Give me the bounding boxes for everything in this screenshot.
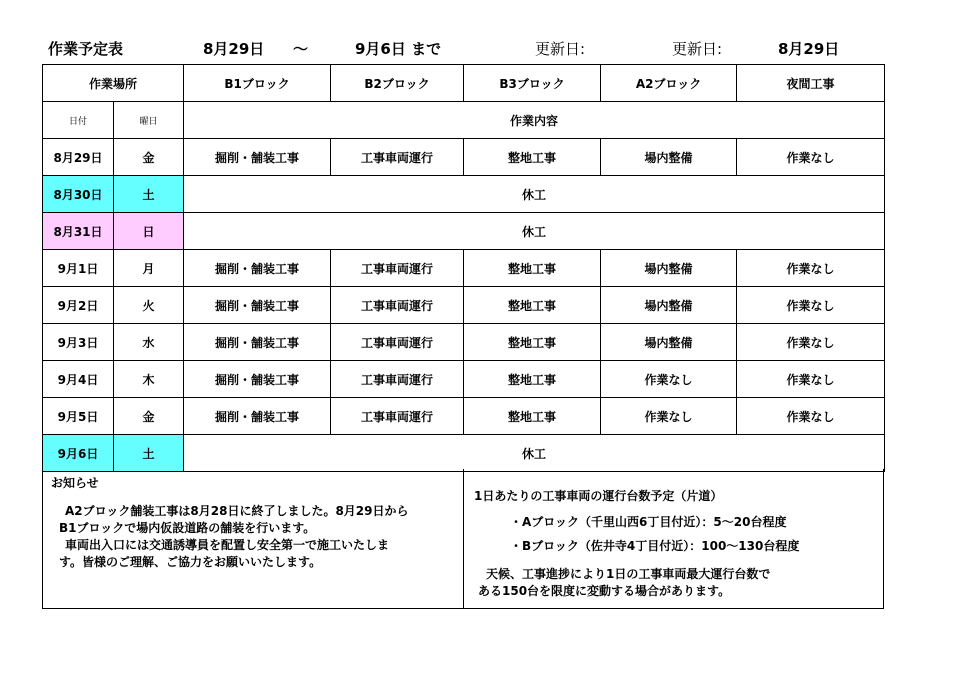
row-b2: 工事車両運行 (331, 398, 464, 435)
table-row (43, 324, 885, 361)
table-row (43, 287, 885, 324)
row-date: 9月5日 (43, 398, 114, 435)
row-a2: 場内整備 (601, 139, 737, 176)
subheader-weekday: 曜日 (114, 102, 184, 139)
header-a2: A2ブロック (601, 65, 737, 102)
row-weekday: 土 (114, 435, 184, 472)
header-night: 夜間工事 (737, 65, 885, 102)
table-row (43, 398, 885, 435)
row-holiday: 休工 (184, 176, 885, 213)
row-b3: 整地工事 (464, 361, 601, 398)
row-weekday: 金 (114, 139, 184, 176)
notice-title: お知らせ (51, 476, 99, 490)
row-night: 作業なし (737, 398, 885, 435)
row-b1: 掘削・舗装工事 (184, 361, 331, 398)
row-a2: 場内整備 (601, 324, 737, 361)
row-night: 作業なし (737, 139, 885, 176)
row-b2: 工事車両運行 (331, 250, 464, 287)
row-holiday: 休工 (184, 435, 885, 472)
row-date: 9月3日 (43, 324, 114, 361)
row-b1: 掘削・舗装工事 (184, 324, 331, 361)
date-to: 9月6日 まで (355, 40, 442, 58)
notice-line: A2ブロック舗装工事は8月28日に終了しました。8月29日から (65, 504, 409, 518)
page-title: 作業予定表 (48, 40, 124, 58)
table-row (43, 139, 885, 176)
traffic-a-block: ・Aブロック（千里山西6丁目付近）：5～20台程度 (510, 515, 787, 529)
traffic-note-line: 天候、工事進捗により1日の工事車両最大運行台数で (486, 567, 771, 581)
traffic-note-line: ある150台を限度に変動する場合があります。 (478, 584, 731, 598)
row-weekday: 火 (114, 287, 184, 324)
notice-line: 車両出入口には交通誘導員を配置し安全第一で施工いたしま (65, 538, 390, 552)
row-b3: 整地工事 (464, 324, 601, 361)
row-b1: 掘削・舗装工事 (184, 398, 331, 435)
row-b2: 工事車両運行 (331, 361, 464, 398)
notice-line: す。皆様のご理解、ご協力をお願いいたします。 (59, 555, 322, 569)
row-night: 作業なし (737, 250, 885, 287)
row-a2: 作業なし (601, 361, 737, 398)
row-a2: 場内整備 (601, 287, 737, 324)
row-date: 8月30日 (43, 176, 114, 213)
schedule-table (42, 64, 885, 472)
row-a2: 場内整備 (601, 250, 737, 287)
row-date: 8月31日 (43, 213, 114, 250)
row-date: 9月6日 (43, 435, 114, 472)
row-night: 作業なし (737, 361, 885, 398)
row-b2: 工事車両運行 (331, 287, 464, 324)
row-weekday: 土 (114, 176, 184, 213)
row-b3: 整地工事 (464, 139, 601, 176)
traffic-b-block: ・Bブロック（佐井寺4丁目付近）：100～130台程度 (510, 539, 800, 553)
row-b3: 整地工事 (464, 250, 601, 287)
row-b2: 工事車両運行 (331, 324, 464, 361)
row-night: 作業なし (737, 324, 885, 361)
header-b1: B1ブロック (184, 65, 331, 102)
row-b1: 掘削・舗装工事 (184, 250, 331, 287)
row-date: 9月2日 (43, 287, 114, 324)
row-weekday: 月 (114, 250, 184, 287)
row-weekday: 水 (114, 324, 184, 361)
updated-label-1: 更新日: (535, 40, 586, 58)
notes-section (42, 469, 884, 610)
updated-date: 8月29日 (778, 40, 840, 58)
row-b1: 掘削・舗装工事 (184, 139, 331, 176)
table-row (43, 435, 885, 472)
table-row (43, 213, 885, 250)
row-weekday: 金 (114, 398, 184, 435)
row-b3: 整地工事 (464, 287, 601, 324)
date-from: 8月29日 (203, 40, 265, 58)
row-holiday: 休工 (184, 213, 885, 250)
row-date: 9月1日 (43, 250, 114, 287)
row-b3: 整地工事 (464, 398, 601, 435)
notice-box (42, 469, 463, 609)
subheader-date: 日付 (43, 102, 114, 139)
row-weekday: 木 (114, 361, 184, 398)
row-night: 作業なし (737, 287, 885, 324)
date-range-tilde: ～ (293, 40, 309, 58)
traffic-title: 1日あたりの工事車両の運行台数予定（片道） (474, 489, 723, 503)
header-b2: B2ブロック (331, 65, 464, 102)
subheader-content: 作業内容 (184, 102, 885, 139)
table-row (43, 176, 885, 213)
header-place: 作業場所 (43, 65, 184, 102)
notice-line: B1ブロックで場内仮設道路の舗装を行います。 (59, 521, 316, 535)
header-b3: B3ブロック (464, 65, 601, 102)
updated-label-2: 更新日: (672, 40, 723, 58)
row-b1: 掘削・舗装工事 (184, 287, 331, 324)
table-row (43, 361, 885, 398)
table-row (43, 250, 885, 287)
row-a2: 作業なし (601, 398, 737, 435)
row-date: 9月4日 (43, 361, 114, 398)
traffic-box (463, 469, 884, 609)
row-weekday: 日 (114, 213, 184, 250)
row-b2: 工事車両運行 (331, 139, 464, 176)
subheader-row (43, 102, 885, 139)
row-date: 8月29日 (43, 139, 114, 176)
column-header-row (43, 65, 885, 102)
